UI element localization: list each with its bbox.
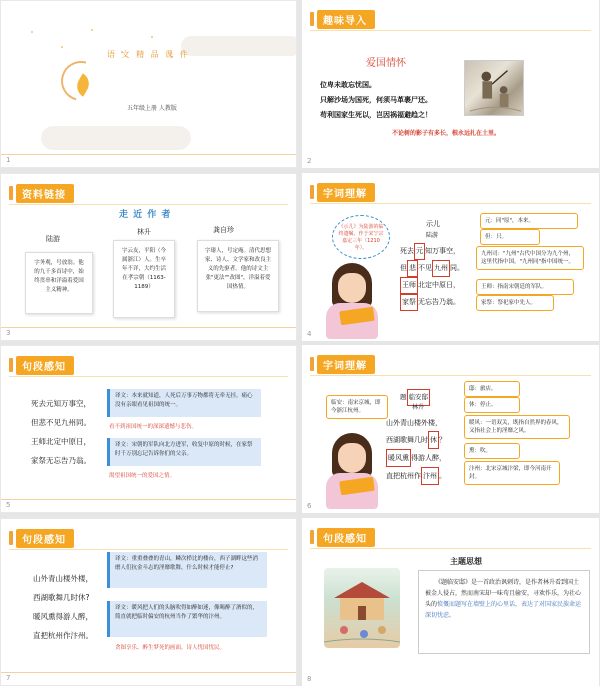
- section-header-label: 句段感知: [16, 356, 74, 375]
- divider: [310, 30, 591, 31]
- theme-title: 主题思想: [450, 557, 482, 566]
- word-note: 王师：指南宋朝廷的军队。: [476, 279, 574, 295]
- poem-lines: [400, 243, 464, 311]
- author-card: [25, 252, 93, 314]
- word-note: 熏：吹。: [464, 443, 520, 459]
- translation-panel: 译文：本来就知道，人死后万事万物都将无牵无挂。痛心没有亲眼看见祖国的统一。: [107, 389, 261, 417]
- word-note: 暖风：一语双关，既指自然界的春风，又指社会上的淫靡之风。: [464, 415, 570, 439]
- author-bio: 字务观，号放翁。他的九千多首诗中，始终贯串和洋溢着爱国主义精神。: [34, 260, 84, 293]
- section-header-label: 资料链接: [16, 184, 74, 203]
- slide-number: 3: [6, 329, 11, 337]
- poem-line: 山外青山楼外楼，: [386, 419, 442, 427]
- author-card: [113, 240, 175, 318]
- section-header-label: 字词理解: [317, 183, 375, 202]
- poem-lines: [320, 78, 432, 123]
- word-note: 元：同"原"，本来。: [480, 213, 578, 229]
- divider: [1, 327, 296, 328]
- thought-bubble: 《示儿》为陆游的临终遗嘱，作于宋宁宗嘉定三年（1210年）。: [332, 215, 390, 259]
- divider: [1, 499, 296, 500]
- translation-panel: 译文：重重叠叠的青山，鳞次栉比的楼台，西子湖畔这些消磨人们抗金斗志的淫靡歌舞，什么时候才能停止?: [107, 552, 267, 588]
- slide-subtitle: 五年级上册 人教版: [127, 105, 177, 112]
- slide-number: 4: [307, 330, 312, 338]
- word-note: 汴州：北宋京城汴梁，即今河南开封。: [464, 461, 560, 485]
- poem-line: 直把杭州作汴州。: [33, 631, 93, 640]
- author-bio: 字璱人，号定庵。清代思想家、诗人、文学家和改良主义的先驱者。他的诗文主张"更法""改图"，洋溢着爱国热情。: [204, 248, 271, 290]
- poem-line: 家祭 无忘告乃翁。: [400, 294, 464, 311]
- author-card: [197, 240, 279, 312]
- section-header: [310, 183, 375, 201]
- poem-line: 但 悲 不见 九州 同。: [400, 260, 464, 277]
- poem-line: 死去 元 知万事空，: [400, 243, 464, 260]
- poem-author: 林升: [412, 404, 425, 411]
- poem-line: 死去元知万事空，: [31, 399, 91, 408]
- girl-reading-icon: [322, 263, 382, 341]
- girl-reading-icon: [322, 433, 382, 511]
- slide-number: 8: [307, 675, 312, 683]
- divider: [9, 204, 288, 205]
- slide-6[interactable]: [302, 345, 599, 513]
- poem-line: 王师北定中原日，: [31, 437, 91, 446]
- poem-line: 山外青山楼外楼，: [33, 574, 93, 583]
- section-header-label: 句段感知: [317, 528, 375, 547]
- slide-number: 6: [307, 502, 312, 510]
- theme-text: 《题临安邸》是一首政治讽刺诗，是作者林升看到国土被金人侵占，然而南宋却一味苟且偷安，寻欢作乐，为社心头的愤慨而题写在墙壁上的心里话，表达了对国家民族命运 深切忧虑。: [418, 570, 590, 654]
- slide-8[interactable]: [302, 518, 599, 686]
- section-header-label: 趣味导入: [317, 10, 375, 29]
- poem-lines: [31, 394, 91, 470]
- slide-number: 2: [307, 157, 312, 165]
- slide-2[interactable]: [302, 0, 599, 168]
- slide-number: 7: [6, 674, 11, 682]
- quote-text: 不论树的影子有多长，根永远扎在土里。: [392, 130, 501, 137]
- poem-line: 家祭无忘告乃翁。: [31, 456, 91, 465]
- analysis-note: 渴望祖国统一的爱国之情。: [109, 473, 176, 479]
- poem-line: 位卑未敢忘忧国。: [320, 81, 376, 89]
- poem-line: 暖风熏 得游人醉，: [386, 449, 446, 467]
- poem-line: 直把杭州作 汴州 。: [386, 467, 446, 485]
- slide-5[interactable]: [0, 345, 297, 513]
- poem-line: 只解沙场为国死，何须马革裹尸还。: [320, 96, 432, 104]
- decorative-ribbon: [181, 36, 297, 56]
- section-header: [9, 356, 74, 374]
- author-name: 陆游: [46, 235, 60, 243]
- poem-lines: [386, 415, 446, 485]
- section-header: [9, 184, 74, 202]
- translation-panel: 译文：暖风把人们的头脑吹得如醉如迷，像喝醉了酒似的，简直就把临时偏安的杭州当作了繁华的汴州。: [107, 601, 267, 637]
- slide-number: 1: [6, 156, 11, 164]
- divider: [1, 154, 296, 155]
- section-header: [9, 529, 74, 547]
- word-note: 临安：南宋京城，即今浙江杭州。: [326, 395, 388, 419]
- analysis-note: 贪图享乐、醉生梦死的画面。诗人忧国忧民。: [115, 645, 226, 651]
- poem-line: 但悲不见九州同。: [31, 418, 91, 427]
- slide-3[interactable]: [0, 173, 297, 341]
- poem-author: 陆游: [426, 232, 439, 239]
- word-note: 九州司："九州"古代中国分为九个州，这里代指中国。"九州同"指中国统一。: [476, 246, 584, 270]
- slide-4[interactable]: [302, 173, 599, 341]
- word-note: 但：只。: [480, 229, 540, 245]
- word-note: 邸：旅店。: [464, 381, 520, 397]
- divider: [1, 672, 296, 673]
- poem-line: 苟利国家生死以，岂因祸福避趋之！: [320, 111, 432, 119]
- word-note: 家祭：祭祀家中先人。: [476, 295, 554, 311]
- poem-lines: [33, 569, 93, 645]
- poem-title: 题 临安邸: [400, 389, 430, 406]
- decorative-ribbon: [41, 126, 191, 150]
- analysis-note: 看不到祖国统一的深深遗憾与悲伤。: [109, 424, 198, 430]
- poem-line: 暖风熏得游人醉，: [33, 612, 93, 621]
- section-title: 走 近 作 者: [119, 210, 172, 220]
- divider: [9, 376, 288, 377]
- author-name: 林升: [137, 228, 151, 236]
- slide-1[interactable]: [0, 0, 297, 168]
- slide-title: 语 文 精 品 课 件: [107, 50, 190, 59]
- section-header-label: 字词理解: [317, 355, 375, 374]
- palace-scene-icon: [324, 568, 400, 648]
- section-header: [310, 355, 375, 373]
- warrior-painting-icon: [464, 60, 524, 116]
- poem-line: 西湖歌舞几时 休 ？: [386, 431, 446, 449]
- divider: [310, 203, 591, 204]
- author-bio: 字云友，平阳（今属浙江）人。生卒年不详，大约生活在孝宗朝（1163-1189）: [121, 248, 166, 290]
- section-header: [310, 528, 375, 546]
- section-header: [310, 10, 375, 28]
- poem-line: 西湖歌舞几时休?: [33, 593, 90, 602]
- divider: [9, 549, 288, 550]
- poem-title: 爱国情怀: [366, 58, 406, 69]
- translation-panel: 译文：宋朝的军队向北方进军，收复中原的时候，在家祭时千万别忘记告诉你们的父亲。: [107, 438, 261, 466]
- slide-7[interactable]: [0, 518, 297, 686]
- poem-line: 王师 北定中原日，: [400, 277, 464, 294]
- slide-number: 5: [6, 501, 11, 509]
- section-header-label: 句段感知: [16, 529, 74, 548]
- author-name: 龚自珍: [213, 226, 234, 234]
- poem-title: 示儿: [426, 220, 440, 228]
- divider: [310, 548, 591, 549]
- word-note: 休：停止。: [464, 397, 520, 413]
- divider: [310, 375, 591, 376]
